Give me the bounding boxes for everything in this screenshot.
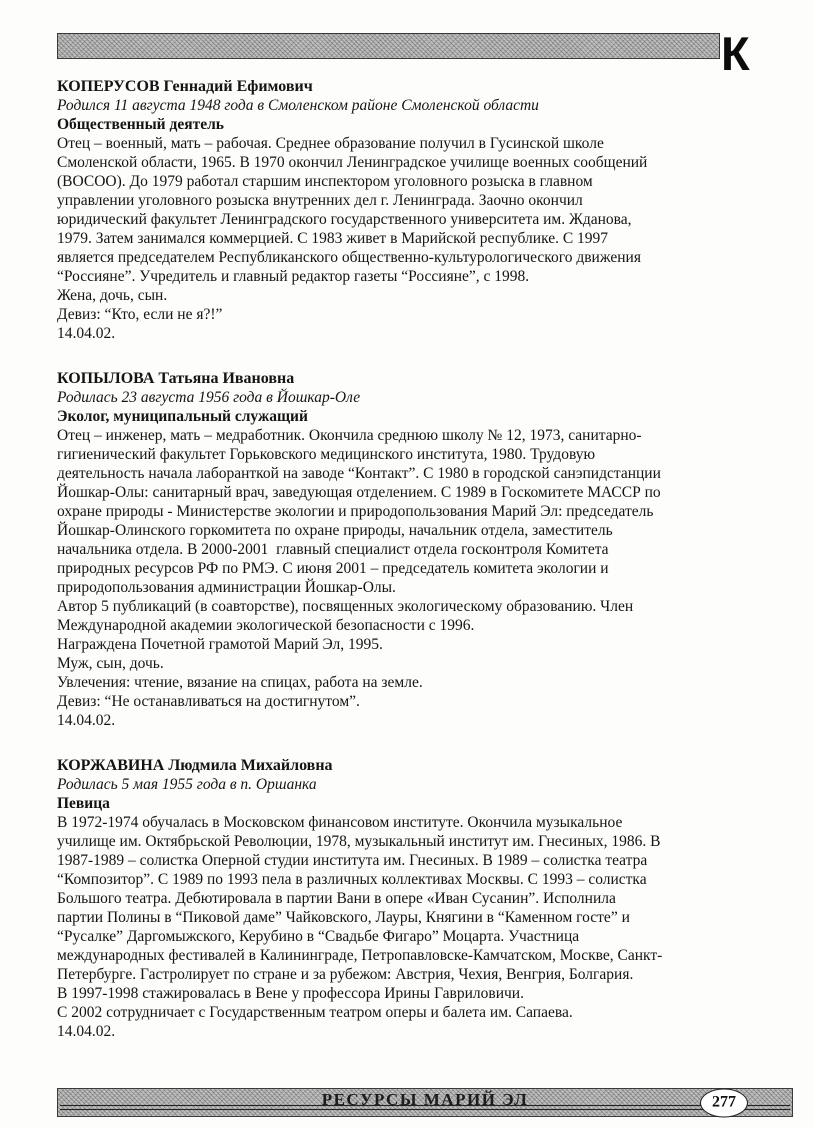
- entry-name: КОПЫЛОВА Татьяна Ивановна: [57, 370, 295, 387]
- entry-birth-line: Родился 11 августа 1948 года в Смоленском районе Смоленской области: [57, 97, 539, 114]
- section-letter: К: [721, 27, 750, 80]
- footer-title: РЕСУРСЫ МАРИЙ ЭЛ: [321, 1090, 529, 1109]
- body-line: природных ресурсов РФ по РМЭ. С июня 2001 – председатель комитета экологии и: [57, 560, 609, 577]
- entry-birth-line: Родилась 5 мая 1955 года в п. Оршанка: [57, 776, 317, 793]
- body-line: (ВОСОО). До 1979 работал старшим инспектором уголовного розыска в главном: [57, 173, 593, 190]
- body-line: Петербурге. Гастролирует по стране и за рубежом: Австрия, Чехия, Венгрия, Болгария.: [57, 966, 634, 983]
- body-line: Международной академии экологической безопасности с 1996.: [57, 617, 475, 634]
- body-line: 1987-1989 – солистка Оперной студии института им. Гнесиных. В 1989 – солистка театра: [57, 852, 648, 869]
- biography-entry: [57, 756, 797, 1041]
- body-line: С 2002 сотрудничает с Государственным театром оперы и балета им. Сапаева.: [57, 1004, 573, 1021]
- body-line: является председателем Республиканского общественно-культурологического движения: [57, 249, 641, 266]
- body-line: управлении уголовного розыска внутренних дел г. Ленинграда. Заочно окончил: [57, 192, 583, 209]
- body-line: деятельность начала лаборанткой на заводе “Контакт”. С 1980 в городской санэпидстанции: [57, 465, 661, 482]
- entry-occupation: Певица: [57, 795, 110, 812]
- body-line: охране природы - Министерстве экологии и природопользования Марий Эл: председатель: [57, 503, 654, 520]
- entry-body: [57, 426, 797, 730]
- body-line: “Композитор”. С 1989 по 1993 пела в различных коллективах Москвы. С 1993 – солистка: [57, 871, 647, 888]
- body-line: Награждена Почетной грамотой Марий Эл, 1995.: [57, 636, 383, 653]
- body-line: начальника отдела. В 2000-2001 главный специалист отдела госконтроля Комитета: [57, 541, 609, 558]
- header-rule-bar: [57, 33, 720, 59]
- body-line: международных фестивалей в Калининграде, Петропавловске-Камчатском, Москве, Санкт-: [57, 947, 663, 964]
- body-line: юридический факультет Ленинградского государственного университета им. Жданова,: [57, 211, 632, 228]
- footer-rule-bar: [57, 1088, 793, 1117]
- body-line: Смоленской области, 1965. В 1970 окончил Ленинградское училище военных сообщений: [57, 154, 648, 171]
- body-line: В 1997-1998 стажировалась в Вене у профессора Ирины Гавриловичи.: [57, 985, 524, 1002]
- body-line: Девиз: “Не останавливаться на достигнутом”.: [57, 693, 360, 710]
- entry-body: [57, 134, 797, 343]
- entry-name: КОПЕРУСОВ Геннадий Ефимович: [57, 78, 313, 95]
- biography-entry: [57, 77, 797, 343]
- body-line: партии Полины в “Пиковой даме” Чайковского, Лауры, Княгини в “Каменном госте” и: [57, 909, 630, 926]
- body-line: гигиенический факультет Горьковского медицинского института, 1980. Трудовую: [57, 446, 596, 463]
- body-line: 14.04.02.: [57, 1023, 116, 1040]
- entry-occupation: Общественный деятель: [57, 116, 224, 133]
- body-line: 14.04.02.: [57, 712, 116, 729]
- body-line: Жена, дочь, сын.: [57, 287, 168, 304]
- entry-name: КОРЖАВИНА Людмила Михайловна: [57, 757, 333, 774]
- biography-entry: [57, 369, 797, 730]
- body-line: Муж, сын, дочь.: [57, 655, 164, 672]
- body-line: 14.04.02.: [57, 325, 116, 342]
- entry-occupation: Эколог, муниципальный служащий: [57, 408, 308, 425]
- body-line: “Россияне”. Учредитель и главный редактор газеты “Россияне”, с 1998.: [57, 268, 530, 285]
- entry-body: [57, 813, 797, 1041]
- body-line: 1979. Затем занимался коммерцией. С 1983 живет в Марийской республике. С 1997: [57, 230, 609, 247]
- entries-list: [57, 77, 797, 1067]
- body-line: Большого театра. Дебютировала в партии Вани в опере «Иван Сусанин”. Исполнила: [57, 890, 616, 907]
- body-line: В 1972-1974 обучалась в Московском финансовом институте. Окончила музыкальное: [57, 814, 623, 831]
- body-line: природопользования администрации Йошкар-Олы.: [57, 579, 396, 596]
- body-line: Отец – инженер, мать – медработник. Окончила среднюю школу № 12, 1973, санитарно-: [57, 427, 642, 444]
- body-line: Девиз: “Кто, если не я?!”: [57, 306, 223, 323]
- page-number-capsule: [700, 1088, 748, 1117]
- body-line: Отец – военный, мать – рабочая. Среднее образование получил в Гусинской школе: [57, 135, 604, 152]
- body-line: Йошкар-Олинского горкомитета по охране природы, начальник отдела, заместитель: [57, 522, 613, 539]
- body-line: Увлечения: чтение, вязание на спицах, работа на земле.: [57, 674, 423, 691]
- body-line: Автор 5 публикаций (в соавторстве), посвященных экологическому образованию. Член: [57, 598, 634, 615]
- page-number: 277: [712, 1093, 736, 1111]
- body-line: “Русалке” Даргомыжского, Керубино в “Свадьбе Фигаро” Моцарта. Участница: [57, 928, 580, 945]
- body-line: Йошкар-Олы: санитарный врач, заведующая отделением. С 1989 в Госкомитете МАССР по: [57, 484, 661, 501]
- entry-birth-line: Родилась 23 августа 1956 года в Йошкар-Оле: [57, 389, 361, 406]
- body-line: училище им. Октябрьской Революции, 1978, музыкальный институт им. Гнесиных, 1986. В: [57, 833, 661, 850]
